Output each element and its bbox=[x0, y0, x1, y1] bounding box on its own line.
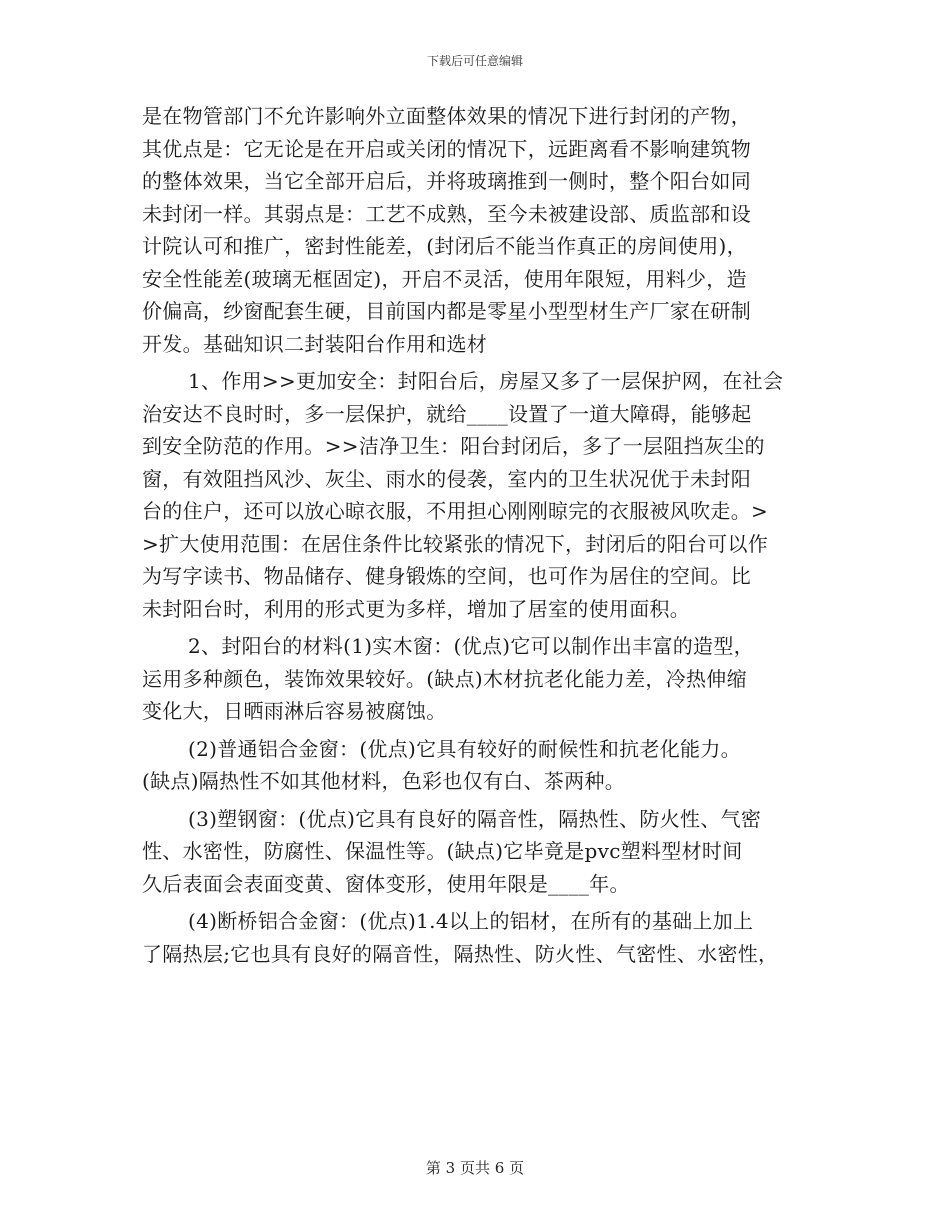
paragraph-6 bbox=[142, 905, 820, 970]
text-line: 2、封阳台的材料(1)实木窗：(优点)它可以制作出丰富的造型， bbox=[188, 634, 754, 658]
text-line: 未封阳台时，利用的形式更为多样，增加了居室的使用面积。 bbox=[142, 596, 691, 621]
text-line: 为写字读书、物品储存、健身锻炼的空间，也可作为居住的空间。比 bbox=[142, 564, 751, 588]
text-line: 台的住户，还可以放心晾衣服，不用担心刚刚晾完的衣服被风吹走。> bbox=[142, 499, 769, 523]
text-line: (2)普通铝合金窗：(优点)它具有较好的耐候性和抗老化能力。 bbox=[188, 736, 741, 761]
paragraph-2 bbox=[142, 365, 820, 625]
text-line: 1、作用>>更加安全：封阳台后，房屋又多了一层保护网，在社会 bbox=[188, 369, 784, 393]
page-number-footer: 第 3 页共 6 页 bbox=[425, 1159, 525, 1177]
text-line: >扩大使用范围：在居住条件比较紧张的情况下，封闭后的阳台可以作 bbox=[142, 531, 769, 556]
text-line: 开发。基础知识二封装阳台作用和选材 bbox=[142, 331, 488, 356]
text-line: 了隔热层;它也具有良好的隔音性，隔热性、防火性、气密性、水密性， bbox=[142, 941, 779, 966]
text-line: 其优点是：它无论是在开启或关闭的情况下，远距离看不影响建筑物 bbox=[142, 136, 751, 161]
text-line: 安全性能差(玻璃无框固定)，开启不灵活，使用年限短，用料少，造 bbox=[142, 266, 747, 291]
text-line: (4)断桥铝合金窗：(优点)1.4以上的铝材，在所有的基础上加上 bbox=[188, 909, 754, 933]
text-line: (3)塑钢窗：(优点)它具有良好的隔音性，隔热性、防火性、气密 bbox=[188, 806, 762, 831]
text-line: 性、水密性，防腐性、保温性等。(缺点)它毕竟是pvc塑料型材时间 bbox=[142, 839, 743, 863]
paragraph-3 bbox=[142, 630, 820, 728]
paragraph-5 bbox=[142, 803, 820, 901]
text-line: 计院认可和推广，密封性能差，(封闭后不能当作真正的房间使用)， bbox=[142, 234, 747, 258]
text-line: 价偏高，纱窗配套生硬，目前国内都是零星小型型材生产厂家在研制 bbox=[142, 299, 751, 323]
document-body bbox=[142, 100, 820, 970]
text-line: 运用多种颜色，装饰效果较好。(缺点)木材抗老化能力差，冷热伸缩 bbox=[142, 666, 747, 691]
text-line: (缺点)隔热性不如其他材料，色彩也仅有白、茶两种。 bbox=[142, 769, 626, 793]
page-header-note: 下载后可任意编辑 bbox=[426, 54, 523, 68]
text-line: 的整体效果，当它全部开启后，并将玻璃推到一侧时，整个阳台如同 bbox=[142, 169, 751, 193]
paragraph-4 bbox=[142, 733, 820, 798]
text-line: 到安全防范的作用。>>洁净卫生：阳台封闭后，多了一层阻挡灰尘的 bbox=[142, 434, 765, 458]
text-line: 久后表面会表面变黄、窗体变形，使用年限是____年。 bbox=[142, 871, 630, 896]
text-line: 治安达不良时时，多一层保护，就给____设置了一道大障碍，能够起 bbox=[142, 401, 752, 426]
paragraph-1 bbox=[142, 100, 820, 360]
text-line: 变化大，日晒雨淋后容易被腐蚀。 bbox=[142, 699, 447, 723]
text-line: 是在物管部门不允许影响外立面整体效果的情况下进行封闭的产物， bbox=[142, 104, 751, 128]
text-line: 未封闭一样。其弱点是：工艺不成熟，至今未被建设部、质监部和设 bbox=[142, 201, 751, 226]
text-line: 窗，有效阻挡风沙、灰尘、雨水的侵袭，室内的卫生状况优于未封阳 bbox=[142, 466, 751, 491]
